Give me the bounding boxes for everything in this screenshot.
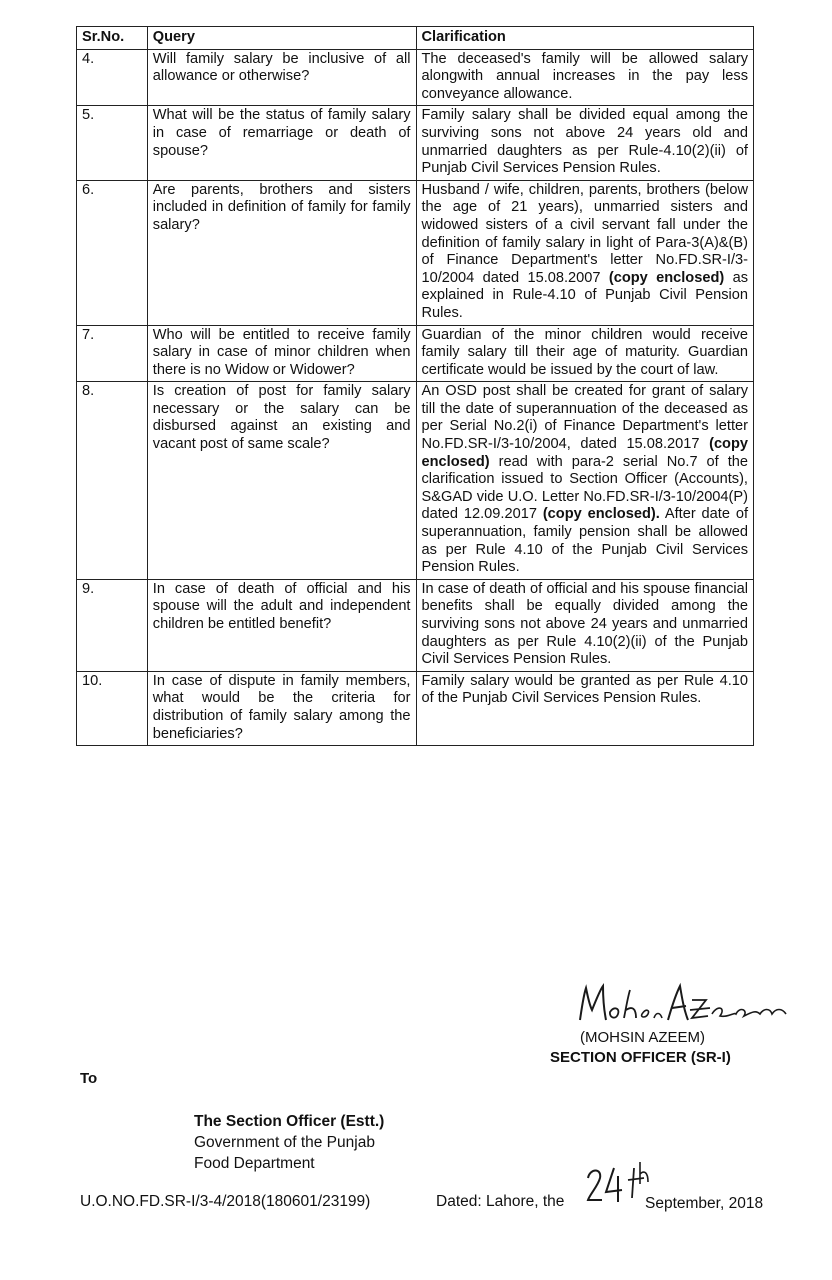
row-clarification: Family salary would be granted as per Rule 4.10 of the Punjab Civil Services Pension Rules. [416, 671, 754, 745]
clarification-text: read with para-2 serial No.7 of the clarification issued to Section Officer (Accounts), S&GAD vide U.O. Letter No.FD.SR-I/3-10/2004(P) dated 12.09.2017 [421, 453, 748, 523]
clarification-text: Husband / wife, children, parents, brothers (below the age of 21 years), unmarried sisters and widowed sisters of a civil servant fall under the definition of family salary in light of Para-3(A)&(B) of Finance Department's letter No.FD.SR-I/3-10/2004 dated 15.08.2007 [421, 181, 748, 286]
header-query: Query [147, 27, 416, 50]
table-row [77, 382, 754, 580]
handwritten-day-image [584, 1158, 654, 1208]
addressee-line-3: Food Department [194, 1155, 315, 1172]
table-row [77, 106, 754, 180]
row-query: What will be the status of family salary in case of remarriage or death of spouse? [147, 106, 416, 180]
query-clarification-table [76, 26, 754, 746]
clarification-text: as explained in Rule-4.10 of Punjab Civil Pension Rules. [421, 269, 748, 321]
addressee-block [194, 1111, 384, 1174]
clarification-bold-text: (copy enclosed) [608, 269, 725, 286]
row-sr-no: 6. [77, 180, 148, 325]
row-clarification: In case of death of official and his spouse financial benefits shall be equally divided among the surviving sons not above 24 years and unmarried daughters as per Rule 4.10(2)(ii) of the Punjab Civil Services Pension Rules. [416, 579, 754, 671]
row-query: In case of death of official and his spouse will the adult and independent children be entitled benefit? [147, 579, 416, 671]
officer-designation: SECTION OFFICER (SR-I) [550, 1049, 731, 1066]
table-row [77, 49, 754, 106]
row-sr-no: 10. [77, 671, 148, 745]
row-query: Who will be entitled to receive family salary in case of minor children when there is no Widow or Widower? [147, 325, 416, 382]
officer-name: (MOHSIN AZEEM) [580, 1029, 706, 1046]
row-clarification: The deceased's family will be allowed salary alongwith annual increases in the pay less conveyance allowance. [416, 49, 754, 106]
header-sr-no: Sr.No. [77, 27, 148, 50]
row-clarification: Family salary shall be divided equal among the surviving sons not above 24 years old and unmarried daughters as per Rule-4.10(2)(ii) of Punjab Civil Services Pension Rules. [416, 106, 754, 180]
row-sr-no: 9. [77, 579, 148, 671]
clarification-text: After date of superannuation, family pension shall be allowed as per Rule 4.10 of the Punjab Civil Services Pension Rules. [421, 506, 749, 576]
row-sr-no: 5. [77, 106, 148, 180]
clarification-bold-text: (copy enclosed) [421, 436, 748, 470]
table-row [77, 671, 754, 745]
header-clarification: Clarification [416, 27, 754, 50]
row-clarification [416, 382, 754, 580]
row-query: Are parents, brothers and sisters included in definition of family for family salary? [147, 180, 416, 325]
clarification-bold-text: (copy enclosed). [542, 506, 660, 523]
uo-number: U.O.NO.FD.SR-I/3-4/2018(180601/23199) [80, 1193, 371, 1210]
dated-month-year: September, 2018 [645, 1195, 764, 1212]
table-row [77, 180, 754, 325]
row-sr-no: 7. [77, 325, 148, 382]
row-clarification: Guardian of the minor children would receive family salary till their age of maturity. Guardian certificate would be issued by the court of law. [416, 325, 754, 382]
addressee-line-2: Government of the Punjab [194, 1134, 375, 1151]
row-sr-no: 8. [77, 382, 148, 580]
dated-prefix: Dated: Lahore, the [436, 1193, 565, 1210]
row-clarification [416, 180, 754, 325]
addressee-line-1: The Section Officer (Estt.) [194, 1113, 385, 1130]
table-row [77, 325, 754, 382]
clarification-text: An OSD post shall be created for grant of salary till the date of superannuation of the deceased as per Serial No.2(i) of Finance Department's letter No.FD.SR-I/3-10/2004, dated 15.08.2017 [421, 383, 748, 453]
row-sr-no: 4. [77, 49, 148, 106]
to-label: To [80, 1070, 98, 1087]
signature-image [566, 980, 796, 1028]
row-query: In case of dispute in family members, what would be the criteria for distribution of family salary among the beneficiaries? [147, 671, 416, 745]
row-query: Will family salary be inclusive of all allowance or otherwise? [147, 49, 416, 106]
table-header-row [77, 27, 754, 50]
row-query: Is creation of post for family salary necessary or the salary can be disbursed against an existing and vacant post of same scale? [147, 382, 416, 580]
table-row [77, 579, 754, 671]
